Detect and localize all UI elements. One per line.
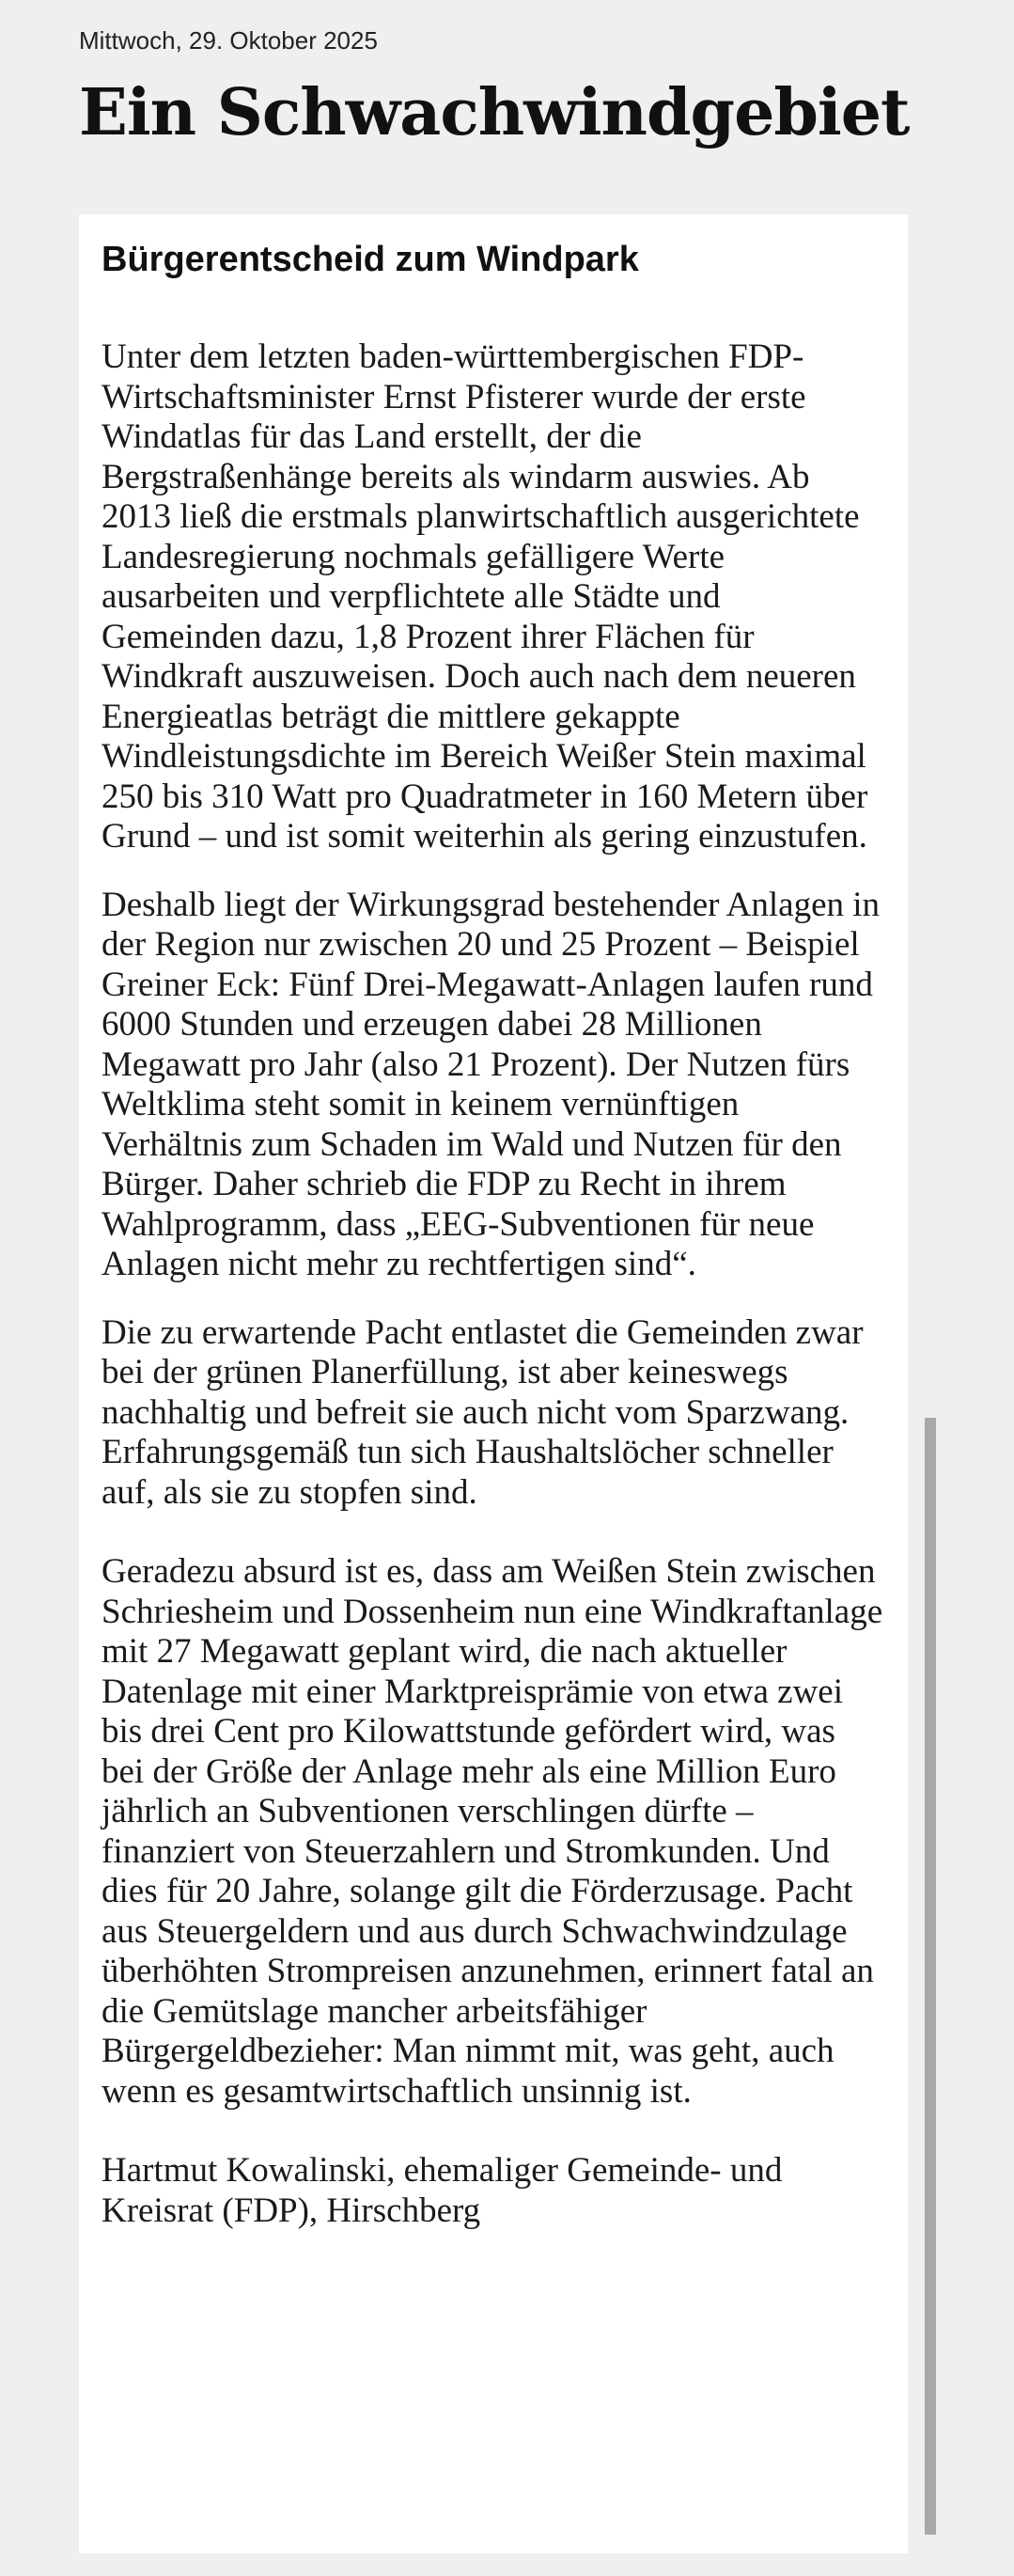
letter-paragraph: Deshalb liegt der Wirkungsgrad bestehender Anlagen in der Region nur zwischen 20 und 25 Prozent – Beispiel Greiner Eck: Fünf Drei-Megawatt-Anlagen laufen rund 6000 Stunden und erzeugen dabei 28 Millionen Megawatt pro Jahr (also 21 Prozent). Der Nutzen fürs Weltklima steht somit in keinem vernünftigen Verhältnis zum Schaden im Wald und Nutzen für den Bürger. Daher schrieb die FDP zu Recht in ihrem Wahlprogramm, dass „EEG-Subventionen für neue Anlagen nicht mehr zu rechtfertigen sind“.	[101, 885, 881, 1284]
letter-signature: Hartmut Kowalinski, ehemaliger Gemeinde- und Kreisrat (FDP), Hirschberg	[101, 2151, 783, 2230]
scrollbar-thumb[interactable]	[925, 1418, 936, 2535]
letter-paragraph: Unter dem letzten baden-württembergischen FDP-Wirtschaftsminister Ernst Pfisterer wurde der erste Windatlas für das Land erstellt, der die Bergstraßenhänge bereits als windarm auswies. Ab 2013 ließ die erstmals planwirtschaftlich ausgerichtete Landesregierung nochmals gefälligere Werte ausarbeiten und verpflichtete alle Städte und Gemeinden dazu, 1,8 Prozent ihrer Flächen für Windkraft auszuweisen. Doch auch nach dem neueren Energieatlas beträgt die mittlere gekappte Windleistungsdichte im Bereich Weißer Stein maximal 250 bis 310 Watt pro Quadratmeter in 160 Metern über Grund – und ist somit weiterhin als gering einzustufen.	[101, 338, 868, 856]
publication-date: Mittwoch, 29. Oktober 2025	[79, 26, 378, 55]
letter-paragraph: Die zu erwartende Pacht entlastet die Gemeinden zwar bei der grünen Planerfüllung, ist aber keineswegs nachhaltig und befreit sie auch nicht vom Sparzwang. Erfahrungsgemäß tun sich Haushaltslöcher schneller auf, als sie zu stopfen sind.	[101, 1312, 864, 1512]
letter-title: Bürgerentscheid zum Windpark	[101, 240, 639, 279]
page-headline: Ein Schwachwindgebiet	[79, 75, 910, 150]
letter-paragraph: Geradezu absurd ist es, dass am Weißen Stein zwischen Schriesheim und Dossenheim nun eine Windkraftanlage mit 27 Megawatt geplant wird, die nach aktueller Datenlage mit einer Marktpreisprämie von etwa zwei bis drei Cent pro Kilowattstunde gefördert wird, was bei der Größe der Anlage mehr als eine Million Euro jährlich an Subventionen verschlingen dürfte – finanziert von Steuerzahlern und Stromkunden. Und dies für 20 Jahre, solange gilt die Förderzusage. Pacht aus Steuergeldern und aus durch Schwachwindzulage überhöhten Strompreisen anzunehmen, erinnert fatal an die Gemütslage mancher arbeitsfähiger Bürgergeldbezieher: Man nimmt mit, was geht, auch wenn es gesamtwirtschaftlich unsinnig ist.	[101, 1552, 883, 2111]
letter-card	[79, 214, 908, 2553]
